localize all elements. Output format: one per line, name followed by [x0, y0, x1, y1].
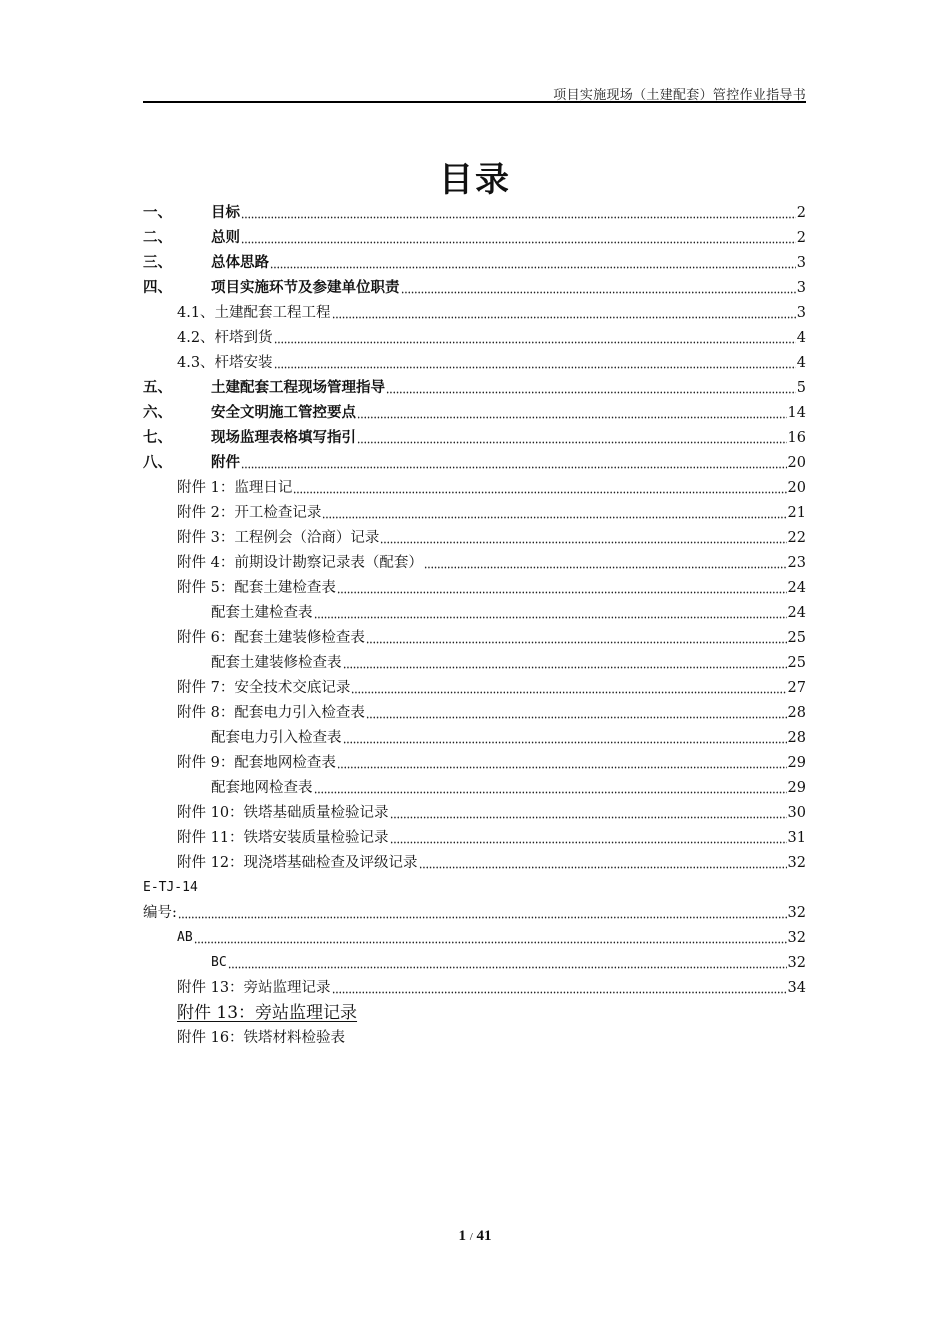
toc-entry-label: 总体思路: [211, 255, 269, 271]
toc-entry-appendix[interactable]: [143, 450, 806, 472]
dot-leader: [337, 757, 787, 769]
toc-entry-appendix-9[interactable]: [177, 750, 806, 772]
toc-entry-label: 4.2、杆塔到货: [177, 330, 273, 346]
toc-entry-page: 29: [787, 780, 806, 796]
toc-entry-appendix-1[interactable]: [177, 475, 806, 497]
toc-entry-page: 20: [787, 455, 806, 471]
toc-entry-page: 3: [796, 255, 806, 271]
dot-leader: [401, 282, 796, 294]
toc-entry-page: 27: [787, 680, 806, 696]
toc-entry-appendix-6[interactable]: [177, 625, 806, 647]
toc-entry-label: 项目实施环节及参建单位职责: [211, 280, 400, 296]
toc-title: 目录: [439, 160, 511, 200]
toc-entry-label: 编号:: [143, 905, 177, 921]
toc-entry-label: 附件 1：监理日记: [177, 480, 293, 496]
toc-entry-page: 34: [787, 980, 806, 996]
toc-entry-appendix-6-sub[interactable]: [211, 650, 806, 672]
dot-leader: [322, 507, 786, 519]
toc-entry-general[interactable]: [143, 225, 806, 247]
toc-entry-label: 配套电力引入检查表: [211, 730, 342, 746]
total-pages: 41: [476, 1228, 492, 1244]
toc-entry-page: 4: [796, 355, 806, 371]
toc-entry-appendix-11[interactable]: [177, 825, 806, 847]
toc-entry-page: 30: [787, 805, 806, 821]
toc-entry-appendix-8-sub[interactable]: [211, 725, 806, 747]
toc-entry-page: 21: [787, 505, 806, 521]
dot-leader: [314, 782, 787, 794]
dot-leader: [390, 807, 787, 819]
toc-entry-page: 24: [787, 580, 806, 596]
toc-entry-number: 七、: [143, 430, 172, 446]
toc-entry-page: 25: [787, 630, 806, 646]
running-header: 项目实施现场（土建配套）管控作业指导书: [553, 88, 806, 103]
toc-entry-page: 3: [796, 280, 806, 296]
dot-leader: [351, 682, 786, 694]
toc-entry-bc[interactable]: [211, 950, 806, 972]
toc-entry-label: 附件 12：现浇塔基础检查及评级记录: [177, 855, 418, 871]
toc-entry-page: 14: [787, 405, 806, 421]
toc-entry-label: 附件 6：配套土建装修检查表: [177, 630, 365, 646]
dot-leader: [366, 707, 787, 719]
toc-entry-number: 三、: [143, 255, 172, 271]
toc-entry-approach[interactable]: [143, 250, 806, 272]
toc-entry-ab[interactable]: [177, 925, 806, 947]
toc-entry-label: 附件 10：铁塔基础质量检验记录: [177, 805, 389, 821]
dot-leader: [194, 932, 787, 944]
toc-entry-appendix-8[interactable]: [177, 700, 806, 722]
toc-entry-page: 31: [787, 830, 806, 846]
toc-entry-page: 28: [787, 730, 806, 746]
toc-entry-label: 总则: [211, 230, 240, 246]
toc-entry-appendix-2[interactable]: [177, 500, 806, 522]
toc-entry-label: 4.1、土建配套工程工程: [177, 305, 331, 321]
dot-leader: [343, 657, 787, 669]
toc-entry-label: E-TJ-14: [143, 880, 198, 895]
toc-entry-page: 4: [796, 330, 806, 346]
toc-entry-appendix-9-sub[interactable]: [211, 775, 806, 797]
header-rule: [143, 101, 806, 103]
dot-leader: [357, 407, 787, 419]
toc-entry-label: 附件 4：前期设计勘察记录表（配套）: [177, 555, 423, 571]
dot-leader: [386, 382, 796, 394]
toc-entry-4-3[interactable]: [177, 350, 806, 372]
dot-leader: [332, 982, 787, 994]
toc-entry-appendix-13[interactable]: [177, 975, 806, 997]
toc-entry-goal[interactable]: [143, 200, 806, 222]
dot-leader: [343, 732, 787, 744]
toc-entry-appendix-5-sub[interactable]: [211, 600, 806, 622]
toc-entry-forms-guide[interactable]: [143, 425, 806, 447]
dot-leader: [241, 207, 796, 219]
toc-entry-page: 22: [787, 530, 806, 546]
dot-leader: [424, 557, 787, 569]
toc-entry-page: 32: [787, 955, 806, 971]
toc-entry-appendix-13-link[interactable]: [177, 1000, 806, 1022]
toc-entry-responsibilities[interactable]: [143, 275, 806, 297]
toc-entry-number: 五、: [143, 380, 172, 396]
toc-entry-number: 四、: [143, 280, 172, 296]
dot-leader: [390, 832, 787, 844]
toc-entry-label: BC: [211, 955, 227, 970]
toc-entry-page: 25: [787, 655, 806, 671]
toc-entry-label: 土建配套工程现场管理指导: [211, 380, 385, 396]
dot-leader: [366, 632, 787, 644]
dot-leader: [314, 607, 787, 619]
dot-leader: [293, 482, 786, 494]
toc-entry-label: 附件 7：安全技术交底记录: [177, 680, 351, 696]
toc-entry-page: 5: [796, 380, 806, 396]
toc-entry-page: 32: [787, 930, 806, 946]
dot-leader: [332, 307, 796, 319]
dot-leader: [228, 957, 787, 969]
toc-entry-appendix-5[interactable]: [177, 575, 806, 597]
toc-entry-label: 附件 3：工程例会（洽商）记录: [177, 530, 380, 546]
dot-leader: [419, 857, 787, 869]
toc-entry-label: 目标: [211, 205, 240, 221]
toc-entry-appendix-16[interactable]: [177, 1025, 806, 1047]
dot-leader: [241, 232, 796, 244]
toc-entry-label: 附件: [211, 455, 240, 471]
dot-leader: [270, 257, 796, 269]
toc-entry-label: 附件 11：铁塔安装质量检验记录: [177, 830, 389, 846]
toc-entry-page: 29: [787, 755, 806, 771]
toc-entry-number: 六、: [143, 405, 172, 421]
current-page: 1: [458, 1228, 466, 1244]
dot-leader: [357, 432, 787, 444]
toc-entry-label: 附件 8：配套电力引入检查表: [177, 705, 365, 721]
toc-entry-page: 32: [787, 855, 806, 871]
toc-entry-code[interactable]: [143, 875, 806, 897]
toc-entry-number: 一、: [143, 205, 172, 221]
page-number: [0, 1228, 950, 1245]
toc-entry-page: 24: [787, 605, 806, 621]
page-separator: /: [469, 1231, 473, 1243]
dot-leader: [337, 582, 787, 594]
toc-entry-appendix-7[interactable]: [177, 675, 806, 697]
dot-leader: [380, 532, 786, 544]
dot-leader: [178, 907, 787, 919]
dot-leader: [274, 332, 796, 344]
toc-entry-site-management[interactable]: [143, 375, 806, 397]
toc-entry-label: 附件 16：铁塔材料检验表: [177, 1030, 346, 1046]
dot-leader: [274, 357, 796, 369]
dot-leader: [241, 457, 787, 469]
toc-entry-4-2[interactable]: [177, 325, 806, 347]
toc-entry-label: 附件 2：开工检查记录: [177, 505, 322, 521]
toc-entry-appendix-4[interactable]: [177, 550, 806, 572]
toc-entry-page: 32: [787, 905, 806, 921]
toc-entry-page: 3: [796, 305, 806, 321]
toc-entry-label: 附件 9：配套地网检查表: [177, 755, 336, 771]
toc-entry-appendix-10[interactable]: [177, 800, 806, 822]
toc-entry-page: 2: [796, 205, 806, 221]
toc-entry-label: 安全文明施工管控要点: [211, 405, 356, 421]
toc-entry-serial[interactable]: [143, 900, 806, 922]
toc-entry-label: 现场监理表格填写指引: [211, 430, 356, 446]
toc-entry-safety[interactable]: [143, 400, 806, 422]
toc-entry-page: 23: [787, 555, 806, 571]
toc-entry-page: 16: [787, 430, 806, 446]
toc-entry-label: 配套土建检查表: [211, 605, 313, 621]
toc-entry-label: 配套土建装修检查表: [211, 655, 342, 671]
toc-entry-label: 配套地网检查表: [211, 780, 313, 796]
toc-entry-4-1[interactable]: [177, 300, 806, 322]
toc-entry-appendix-12[interactable]: [177, 850, 806, 872]
toc-entry-number: 八、: [143, 455, 172, 471]
toc-entry-page: 20: [787, 480, 806, 496]
toc-entry-label: AB: [177, 930, 193, 945]
toc-entry-number: 二、: [143, 230, 172, 246]
toc-entry-page: 28: [787, 705, 806, 721]
toc-entry-label: 4.3、杆塔安装: [177, 355, 273, 371]
toc-entry-label: 附件 5：配套土建检查表: [177, 580, 336, 596]
toc-entry-label: 附件 13：旁站监理记录: [177, 1003, 358, 1023]
toc-entry-label: 附件 13：旁站监理记录: [177, 980, 331, 996]
toc-entry-page: 2: [796, 230, 806, 246]
toc-entry-appendix-3[interactable]: [177, 525, 806, 547]
